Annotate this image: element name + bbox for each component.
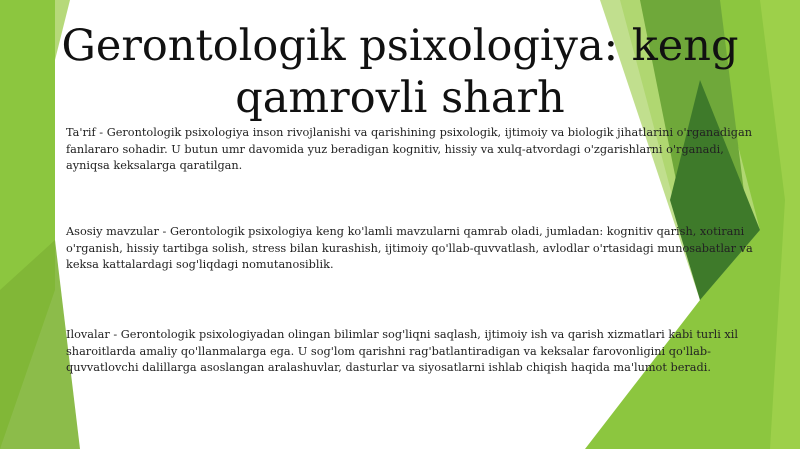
paragraph-definition: Ta'rif - Gerontologik psixologiya inson rivojlanishi va qarishining psixologik, ijtimoiy va biologik jihatlarini o'rganadigan fanlararo sohadir. U butun umr davomida yuz beradigan kognitiv, hissiy va xulq-atvordagi o'zgarishlarni o'rganadi, ayniqsa keksalarga qaratilgan. bbox=[66, 126, 753, 172]
paragraph-main-topics: Asosiy mavzular - Gerontologik psixologiya keng ko'lamli mavzularni qamrab oladi, jumladan: kognitiv qarish, xotirani o'rganish, hissiy tartibga solish, stress bilan kurashish, ijtimoiy qo'llab-quvvatlash, avlodlar o'rtasidagi munosabatlar va keksa kattalardagi sog'liqdagi nomutanosiblik. bbox=[66, 225, 753, 271]
slide-title: Gerontologik psixologiya: keng qamrovli sharh bbox=[61, 21, 739, 123]
paragraph-applications: Ilovalar - Gerontologik psixologiyadan olingan bilimlar sog'liqni saqlash, ijtimoiy ish va qarish xizmatlari kabi turli xil sharoitlarda amaliy qo'llanmalarga ega. U sog'lom qarishni rag'batlantiradigan va keksalar farovonligini qo'llab-quvvatlovchi dalillarga asoslangan aralashuvlar, dasturlar va siyosatlarni ishlab chiqish haqida ma'lumot beradi. bbox=[66, 328, 739, 374]
